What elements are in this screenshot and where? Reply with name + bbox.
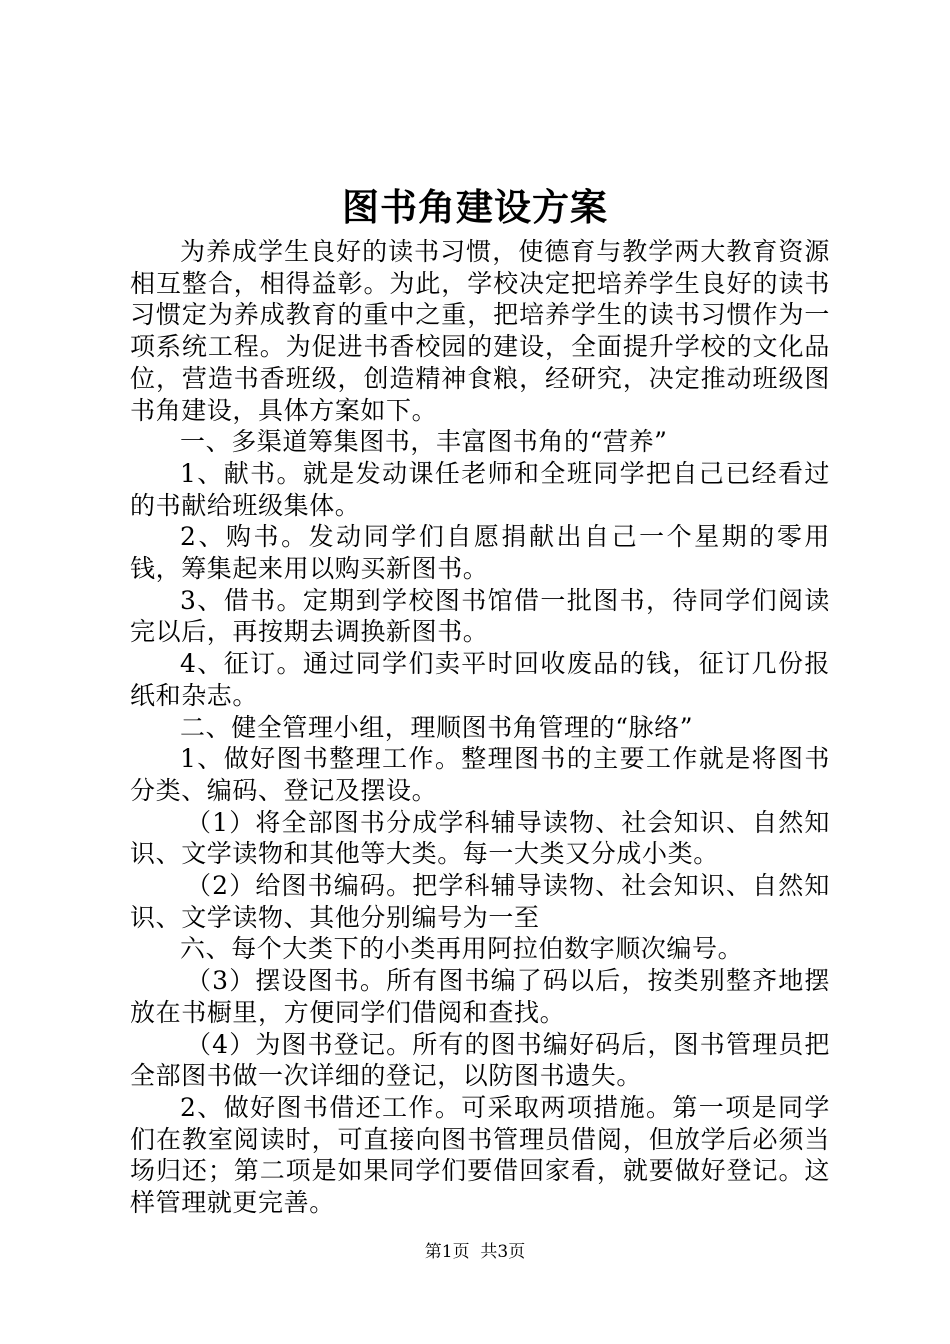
list-item: 3、借书。定期到学校图书馆借一批图书，待同学们阅读完以后，再按期去调换新图书。: [130, 585, 830, 647]
list-item: 1、做好图书整理工作。整理图书的主要工作就是将图书分类、编码、登记及摆设。: [130, 744, 830, 805]
list-item: 2、做好图书借还工作。可采取两项措施。第一项是同学们在教室阅读时，可直接向图书管理员借阅，但放学后必须当场归还；第二项是如果同学们要借回家看，就要做好登记。这样管理就更完善。: [130, 1092, 830, 1218]
page-footer: 第1页 共3页: [424, 1242, 526, 1262]
sub-list-item: （3）摆设图书。所有图书编了码以后，按类别整齐地摆放在书橱里，方便同学们借阅和查找。: [130, 966, 830, 1027]
sub-list-item: （2）给图书编码。把学科辅导读物、社会知识、自然知识、文学读物、其他分别编号为一至: [130, 871, 830, 932]
section-heading-2: 二、健全管理小组，理顺图书角管理的“脉络”: [180, 712, 694, 742]
list-item: 2、购书。发动同学们自愿捐献出自己一个星期的零用钱，筹集起来用以购买新图书。: [130, 522, 830, 584]
document-body: [130, 236, 830, 1219]
paragraph: 六、每个大类下的小类再用阿拉伯数字顺次编号。: [180, 934, 744, 964]
document-title: 图书角建设方案: [342, 185, 608, 229]
sub-list-item: （1）将全部图书分成学科辅导读物、社会知识、自然知识、文学读物和其他等大类。每一大类又分成小类。: [130, 807, 830, 869]
sub-list-item: （4）为图书登记。所有的图书编好码后，图书管理员把全部图书做一次详细的登记，以防图书遗失。: [130, 1029, 830, 1091]
list-item: 1、献书。就是发动课任老师和全班同学把自己已经看过的书献给班级集体。: [130, 458, 830, 520]
list-item: 4、征订。通过同学们卖平时回收废品的钱，征订几份报纸和杂志。: [130, 649, 830, 710]
intro-paragraph: 为养成学生良好的读书习惯，使德育与教学两大教育资源相互整合，相得益彰。为此，学校决定把培养学生良好的读书习惯定为养成教育的重中之重，把培养学生的读书习惯作为一项系统工程。为促进书香校园的建设，全面提升学校的文化品位，营造书香班级，创造精神食粮，经研究，决定推动班级图书角建设，具体方案如下。: [130, 237, 830, 425]
section-heading-1: 一、多渠道筹集图书，丰富图书角的“营养”: [180, 427, 668, 457]
